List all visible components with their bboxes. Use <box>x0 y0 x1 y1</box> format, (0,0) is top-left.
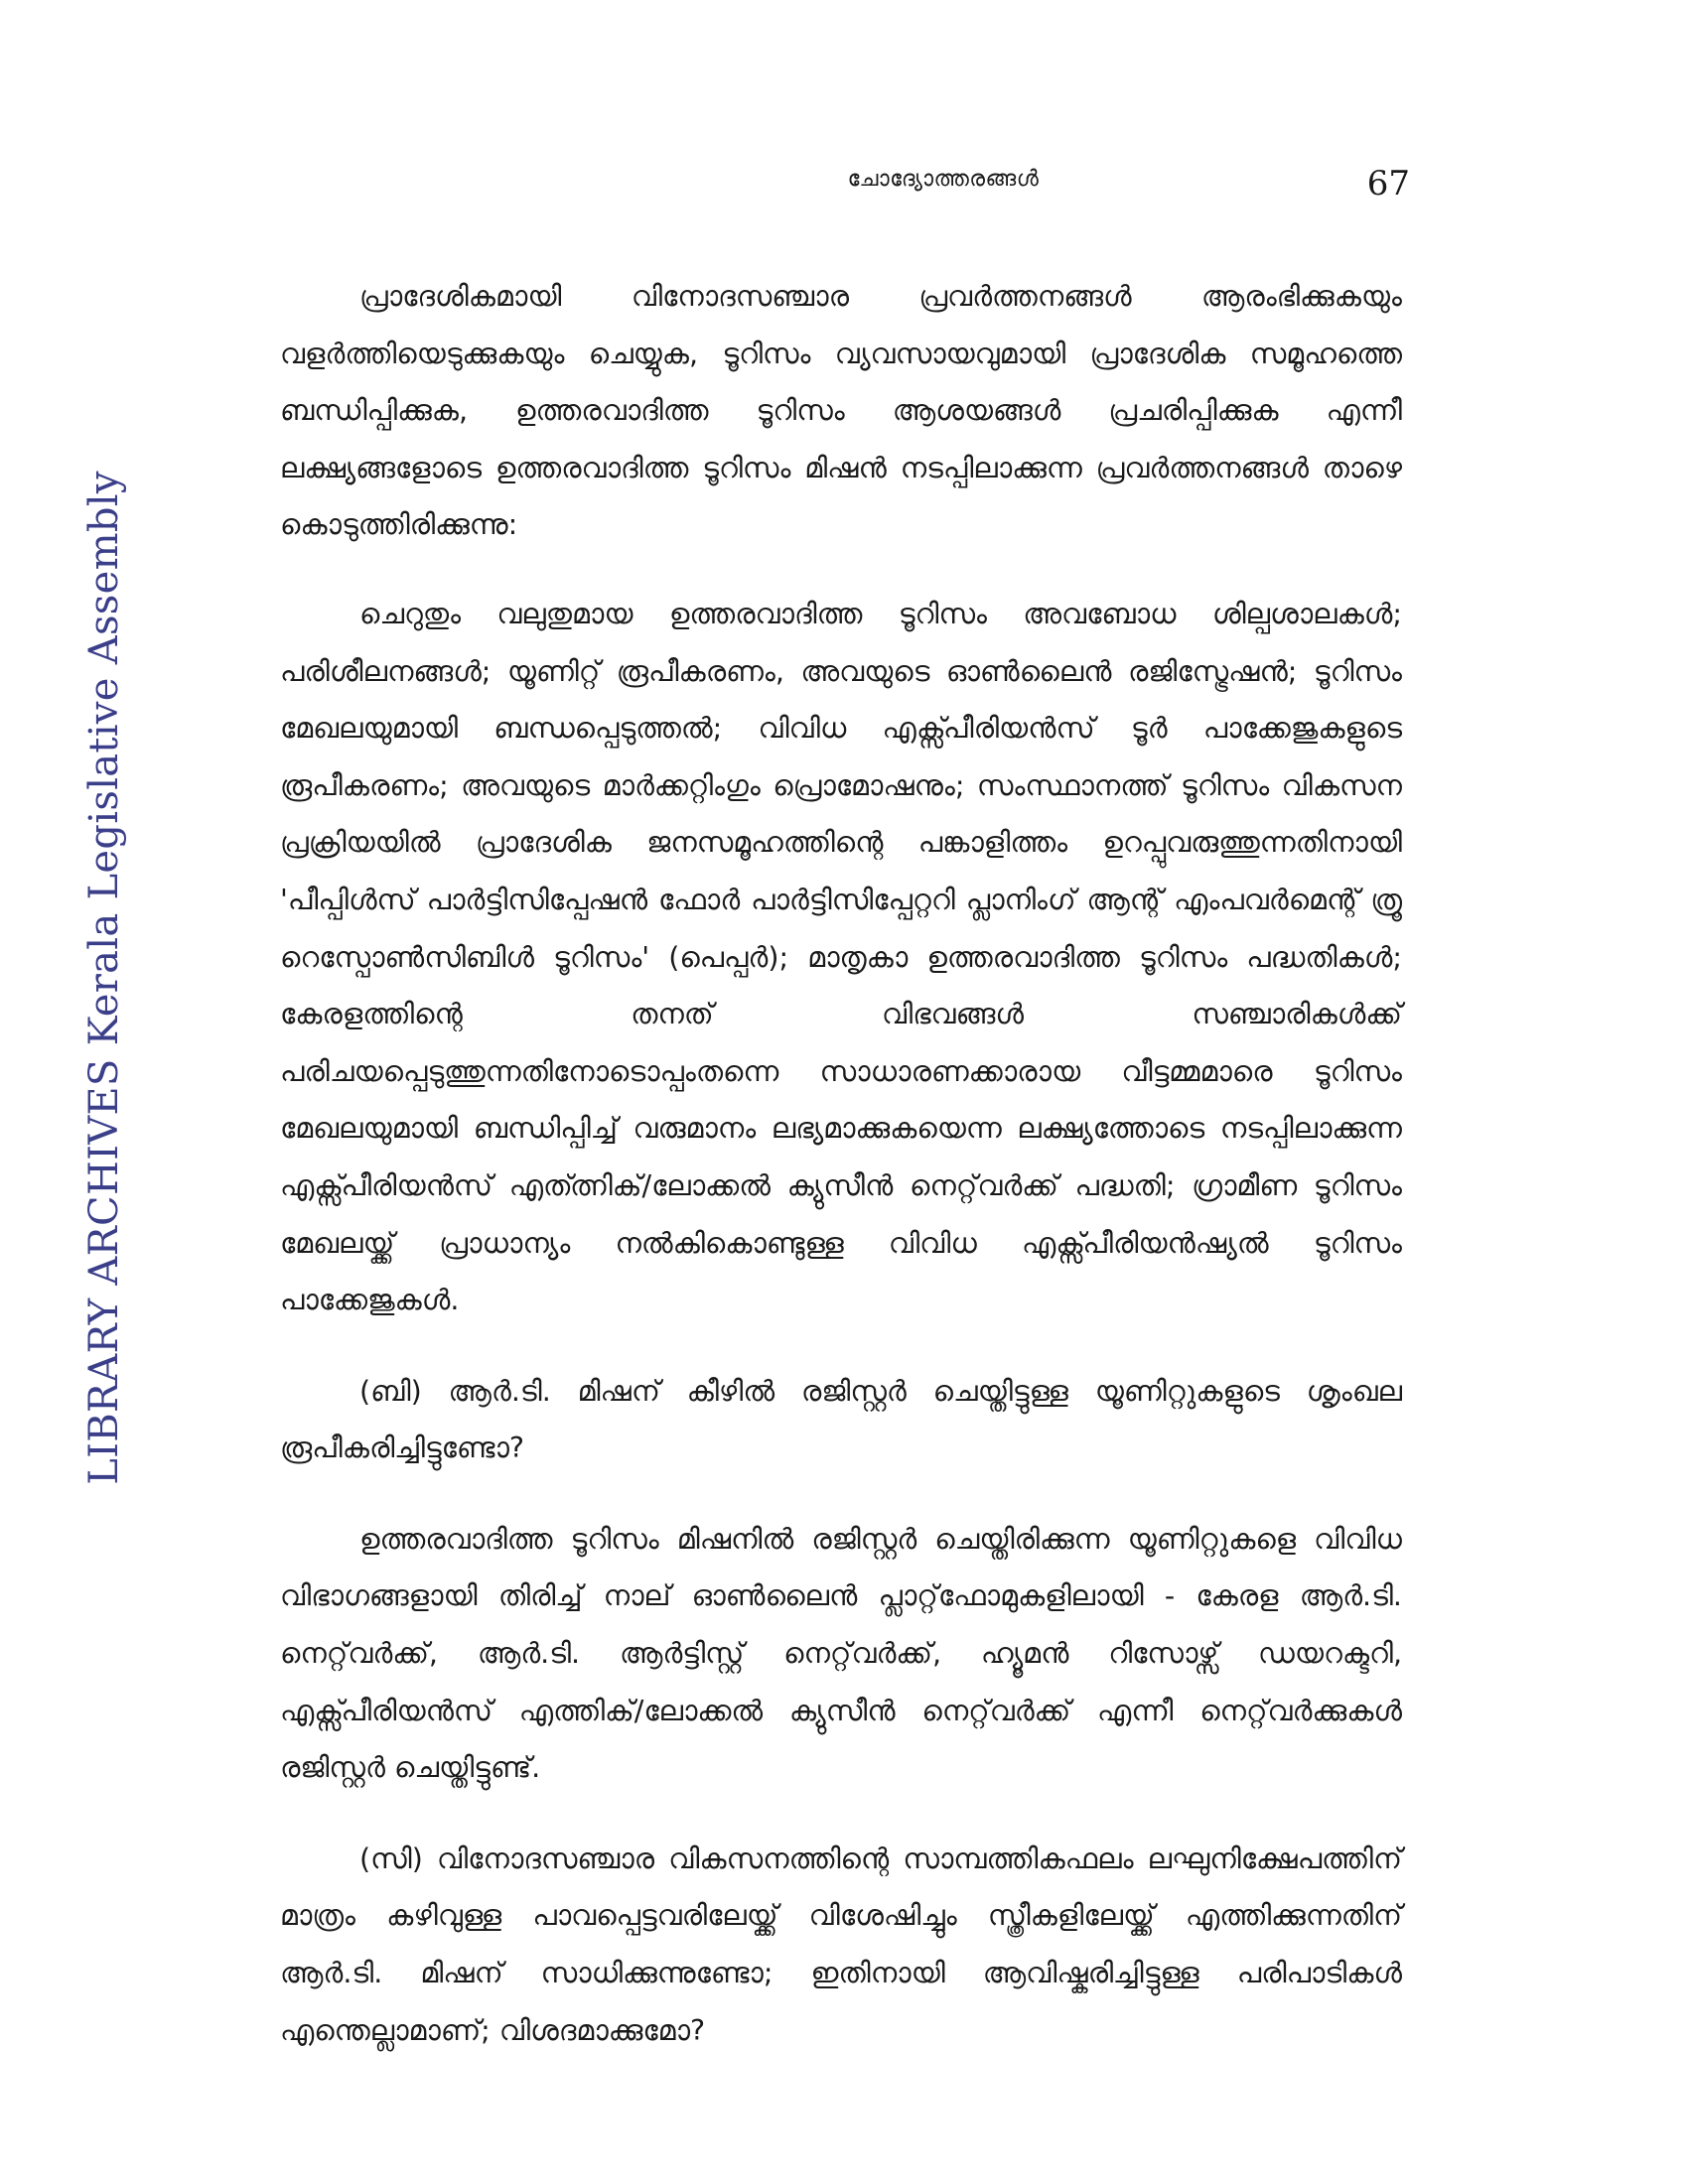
watermark-text: LIBRARY ARCHIVES Kerala Legislative Assembly <box>81 471 127 1485</box>
question-b <box>280 1363 1402 1477</box>
answer-b <box>280 1511 1402 1797</box>
paragraph-activities <box>280 586 1402 1329</box>
body-text <box>280 268 1402 2059</box>
paragraph-intro-text: പ്രാദേശികമായി വിനോദസഞ്ചാര പ്രവർത്തനങ്ങൾ ആരംഭിക്കുകയും വളർത്തിയെടുക്കുകയും ചെയ്യുക, ടൂറിസം വ്യവസായവുമായി പ്രാദേശിക സമൂഹത്തെ ബന്ധിപ്പിക്കുക, ഉത്തരവാദിത്ത ടൂറിസം ആശയങ്ങൾ പ്രചരിപ്പിക്കുക എന്നീ ലക്ഷ്യങ്ങളോടെ ഉത്തരവാദിത്ത ടൂറിസം മിഷൻ നടപ്പിലാക്കുന്ന പ്രവർത്തനങ്ങൾ താഴെ കൊടുത്തിരിക്കുന്നു: <box>280 280 1402 542</box>
watermark <box>70 352 139 1603</box>
question-b-text: (ബി) ആർ.ടി. മിഷന് കീഴിൽ രജിസ്റ്റർ ചെയ്തിട്ടുള്ള യൂണിറ്റുകളുടെ ശൃംഖല രൂപീകരിച്ചിട്ടുണ്ടോ? <box>280 1374 1402 1465</box>
page-number: 67 <box>1366 164 1410 204</box>
question-c-text: (സി) വിനോദസഞ്ചാര വികസനത്തിന്റെ സാമ്പത്തികഫലം ലഘുനിക്ഷേപത്തിന് മാത്രം കഴിവുള്ള പാവപ്പെട്ടവരിലേയ്ക്ക് വിശേഷിച്ചും സ്ത്രീകളിലേയ്ക്ക് എത്തിക്കുന്നതിന് ആർ.ടി. മിഷന് സാധിക്കുന്നുണ്ടോ; ഇതിനായി ആവിഷ്കരിച്ചിട്ടുള്ള പരിപാടികൾ എന്തെല്ലാമാണ്; വിശദമാക്കുമോ? <box>280 1842 1402 2047</box>
running-head: ചോദ്യോത്തരങ്ങൾ <box>847 167 1040 192</box>
answer-b-text: ഉത്തരവാദിത്ത ടൂറിസം മിഷനിൽ രജിസ്റ്റർ ചെയ്തിരിക്കുന്ന യൂണിറ്റുകളെ വിവിധ വിഭാഗങ്ങളായി തിരിച്ച് നാല് ഓൺലൈൻ പ്ലാറ്റ്‌ഫോമുകളിലായി - കേരള ആർ.ടി. നെറ്റ്‌വർക്ക്, ആർ.ടി. ആർട്ടിസ്റ്റ് നെറ്റ്‌വർക്ക്, ഹ്യൂമൻ റിസോഴ്സ് ഡയറക്ടറി, എക്സ്പീരിയൻസ് എത്തിക്/ലോക്കൽ ക്യുസീൻ നെറ്റ്‌വർക്ക് എന്നീ നെറ്റ്‌വർക്കുകൾ രജിസ്റ്റർ ചെയ്തിട്ടുണ്ട്. <box>280 1522 1402 1785</box>
paragraph-activities-text: ചെറുതും വലുതുമായ ഉത്തരവാദിത്ത ടൂറിസം അവബോധ ശില്പശാലകൾ; പരിശീലനങ്ങൾ; യൂണിറ്റ് രൂപീകരണം, അവയുടെ ഓൺലൈൻ രജിസ്ട്രേഷൻ; ടൂറിസം മേഖലയുമായി ബന്ധപ്പെടുത്തൽ; വിവിധ എക്സ്പീരിയൻസ് ടൂർ പാക്കേജുകളുടെ രൂപീകരണം; അവയുടെ മാർക്കറ്റിംഗും പ്രൊമോഷനും; സംസ്ഥാനത്ത് ടൂറിസം വികസന പ്രക്രിയയിൽ പ്രാദേശിക ജനസമൂഹത്തിന്റെ പങ്കാളിത്തം ഉറപ്പുവരുത്തുന്നതിനായി 'പീപ്പിൾസ് പാർട്ടിസിപ്പേഷൻ ഫോർ പാർട്ടിസിപ്പേറ്ററി പ്ലാനിംഗ് ആന്റ് എംപവർമെന്റ് ത്രൂ റെസ്പോൺസിബിൾ ടൂറിസം' (പെപ്പർ); മാതൃകാ ഉത്തരവാദിത്ത ടൂറിസം പദ്ധതികൾ; കേരളത്തിന്റെ തനത് വിഭവങ്ങൾ സഞ്ചാരികൾക്ക് പരിചയപ്പെടുത്തുന്നതിനോടൊപ്പംതന്നെ സാധാരണക്കാരായ വീട്ടമ്മമാരെ ടൂറിസം മേഖലയുമായി ബന്ധിപ്പിച്ച് വരുമാനം ലഭ്യമാക്കുകയെന്ന ലക്ഷ്യത്തോടെ നടപ്പിലാക്കുന്ന എക്സ്പീരിയൻസ് എത്ത്നിക്/ലോക്കൽ ക്യുസീൻ നെറ്റ്‌വർക്ക് പദ്ധതി; ഗ്രാമീണ ടൂറിസം മേഖലയ്ക്ക് പ്രാധാന്യം നൽകികൊണ്ടുള്ള വിവിധ എക്സ്പീരിയൻഷ്യൽ ടൂറിസം പാക്കേജുകൾ. <box>280 597 1402 1317</box>
paragraph-intro <box>280 268 1402 554</box>
question-c <box>280 1831 1402 2059</box>
